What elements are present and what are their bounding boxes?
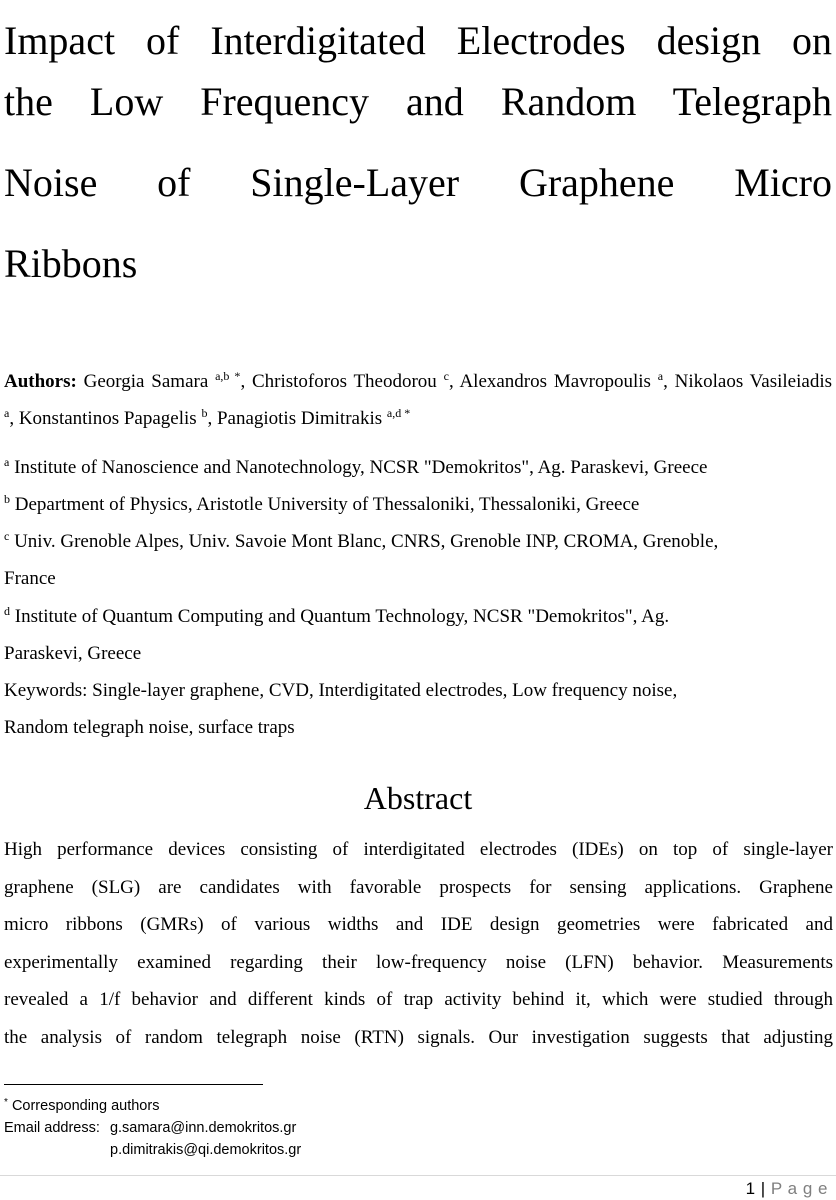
authors-label: Authors:	[4, 371, 77, 392]
abstract-line: graphene (SLG) are candidates with favorable prospects for sensing applications. Graphene	[4, 876, 833, 898]
keywords-line-1: Keywords: Single-layer graphene, CVD, Interdigitated electrodes, Low frequency noise,	[4, 680, 678, 701]
keywords	[4, 672, 832, 746]
affiliation-c	[4, 523, 832, 597]
author-name: Christoforos Theodorou	[251, 371, 437, 392]
author-line-2: $^a$, Konstantinos Papagelis $^b$, Panagiotis Dimitrakis $^{a,d *}$	[4, 406, 411, 429]
footnote-marker: *	[4, 1097, 8, 1108]
abstract-line: revealed a 1/f behavior and different kinds of trap activity behind it, which were studied through	[4, 989, 833, 1010]
footnote-text: Corresponding authors	[11, 1098, 160, 1114]
page-footer	[746, 1178, 828, 1200]
keywords-line-2: Random telegraph noise, surface traps	[4, 717, 295, 738]
affiliation-d	[4, 598, 832, 672]
author-affil-sup: a	[657, 369, 664, 383]
author-affil-sup: a,d *	[386, 406, 411, 420]
page-separator: |	[760, 1179, 766, 1198]
author-affil-sup: a,b *	[215, 369, 241, 383]
abstract-line: experimentally examined regarding their low-frequency noise (LFN) behavior. Measurements	[4, 951, 833, 973]
abstract-body	[4, 831, 833, 1056]
affiliation-text: Institute of Quantum Computing and Quantum Technology, NCSR "Demokritos", Ag.	[14, 606, 670, 627]
author-name: Georgia Samara	[83, 371, 209, 392]
abstract-line: micro ribbons (GMRs) of various widths and IDE design geometries were fabricated and	[4, 914, 833, 935]
title-line-2: the Low Frequency and Random Telegraph	[4, 79, 832, 124]
email-label: Email address:	[4, 1120, 100, 1136]
affiliation-text-cont: France	[4, 568, 56, 589]
author-name: Konstantinos Papagelis	[18, 408, 197, 429]
affiliation-text-cont: Paraskevi, Greece	[4, 643, 142, 664]
page-label: P a g e	[770, 1179, 828, 1198]
author-line-1: Authors: Georgia Samara $^{a,b *}$, Christoforos Theodorou $^c$, Alexandros Mavropoulis $^a$, Nikolaos Vasileiadis	[4, 369, 832, 392]
affiliation-sup: c	[4, 529, 10, 543]
title-line-4: Ribbons	[4, 241, 138, 286]
affiliation-sup: a	[4, 455, 10, 469]
footnote-divider	[4, 1084, 263, 1085]
abstract-heading: Abstract	[363, 780, 473, 816]
author-affil-sup: a	[4, 406, 10, 420]
author-block	[4, 363, 832, 437]
affiliation-text: Institute of Nanoscience and Nanotechnology, NCSR "Demokritos", Ag. Paraskevi, Greece	[14, 457, 708, 478]
title-line-3: Noise of Single-Layer Graphene Micro	[4, 160, 832, 205]
affiliation-text: Univ. Grenoble Alpes, Univ. Savoie Mont Blanc, CNRS, Grenoble INP, CROMA, Grenoble,	[14, 531, 719, 552]
footnote-corresponding	[4, 1095, 159, 1117]
email-link-samara[interactable]: g.samara@inn.demokritos.gr	[109, 1120, 297, 1136]
title-line-1: Impact of Interdigitated Electrodes design on	[4, 18, 832, 63]
author-affil-sup: b	[201, 406, 208, 420]
page-footer-divider	[0, 1175, 836, 1176]
affiliation-b	[4, 486, 832, 523]
affiliation-a	[4, 449, 832, 486]
author-name: Nikolaos Vasileiadis	[674, 371, 832, 392]
affiliation-text: Department of Physics, Aristotle University of Thessaloniki, Thessaloniki, Greece	[14, 494, 640, 515]
author-name: Panagiotis Dimitrakis	[216, 408, 383, 429]
author-name: Alexandros Mavropoulis	[459, 371, 651, 392]
footnote-email-1	[4, 1117, 296, 1139]
author-affil-sup: c	[443, 369, 449, 383]
abstract-line: High performance devices consisting of interdigitated electrodes (IDEs) on top of single-layer	[4, 839, 833, 860]
abstract-line: the analysis of random telegraph noise (RTN) signals. Our investigation suggests that adjusting	[4, 1026, 833, 1048]
affiliation-sup: b	[4, 492, 10, 506]
affiliation-sup: d	[4, 604, 10, 618]
page-number: 1	[745, 1179, 756, 1198]
email-link-dimitrakis[interactable]: p.dimitrakis@qi.demokritos.gr	[110, 1142, 302, 1158]
